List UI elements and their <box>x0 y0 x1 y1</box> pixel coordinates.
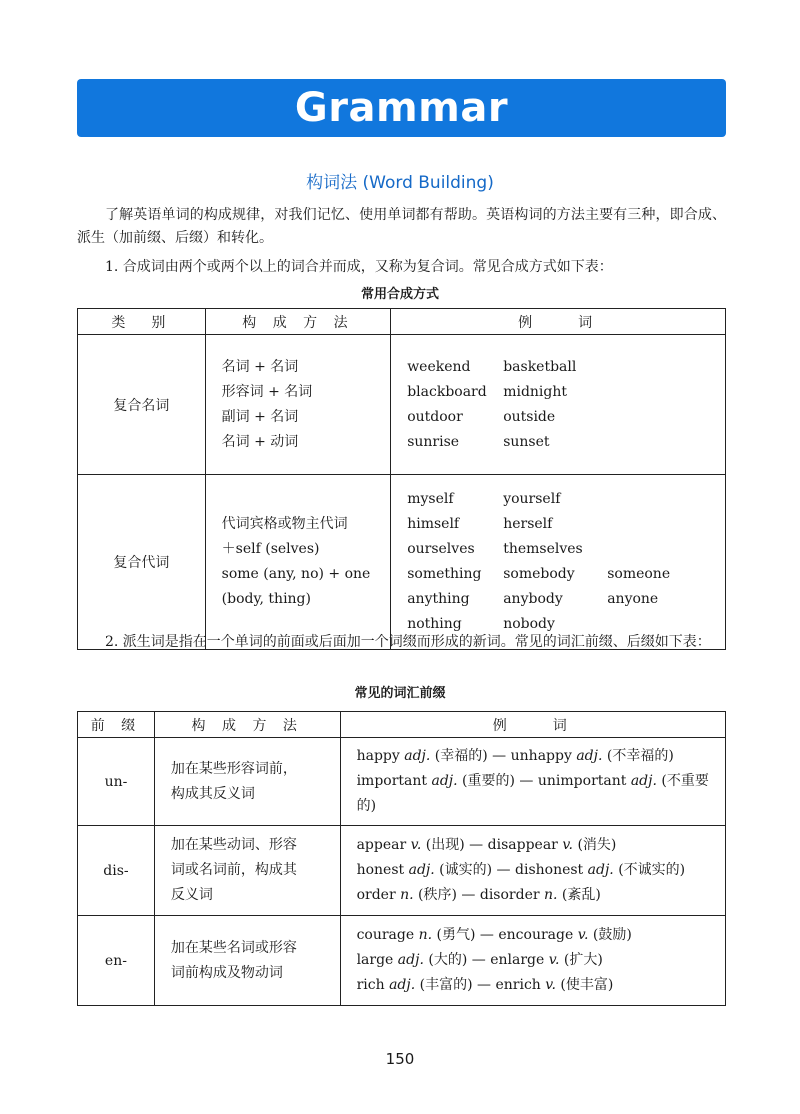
example-word: weekend <box>407 358 471 375</box>
part-of-speech: v. <box>562 837 574 853</box>
header-examples: 例 词 <box>391 309 726 335</box>
example-word: anything <box>407 591 470 607</box>
example-line: appear v. (出现) — disappear v. (消失) <box>356 837 617 853</box>
examples-cell <box>340 738 725 826</box>
method-cell <box>205 475 391 650</box>
example-word: yourself <box>503 491 561 507</box>
part-of-speech: adj. <box>630 773 657 789</box>
example-line: rich adj. (丰富的) — enrich v. (使丰富) <box>356 977 614 993</box>
method-line: 副词 + 名词 <box>221 408 299 425</box>
example-word: themselves <box>503 541 583 557</box>
header-prefix: 前 缀 <box>78 712 155 738</box>
derived-word: disorder <box>479 887 540 903</box>
part-of-speech: v. <box>577 927 589 943</box>
method-line: ＋self (selves) <box>221 541 320 557</box>
meaning: (幸福的) <box>434 748 488 764</box>
examples-cell <box>340 916 725 1006</box>
method-line: 代词宾格或物主代词 <box>221 516 348 532</box>
examples-cell <box>391 475 726 650</box>
derived-word: unimportant <box>537 773 627 789</box>
example-word: honest <box>356 862 405 878</box>
method-line: 加在某些形容词前， <box>170 760 297 777</box>
example-word: outdoor <box>407 408 463 425</box>
part-of-speech: adj. <box>397 952 424 968</box>
example-word: rich <box>356 977 385 993</box>
meaning: (重要的) <box>462 773 515 789</box>
example-line: order n. (秩序) — disorder n. (紊乱) <box>356 887 601 903</box>
header-method: 构 成 方 法 <box>205 309 391 335</box>
meaning: (不诚实的) <box>618 862 686 878</box>
example-word: happy <box>356 748 400 764</box>
table-row <box>78 335 726 475</box>
example-line: happy adj. (幸福的) — unhappy adj. (不幸福的) <box>356 748 674 764</box>
point-1-paragraph: 1. 合成词由两个或两个以上的词合并而成，又称为复合词。常见合成方式如下表： <box>105 259 613 275</box>
banner-title: Grammar <box>294 85 509 131</box>
meaning: (勇气) <box>436 927 476 943</box>
part-of-speech: adj. <box>431 773 458 789</box>
method-line: (body, thing) <box>221 591 311 607</box>
derived-word: enlarge <box>490 952 545 968</box>
example-word: ourselves <box>407 541 475 557</box>
example-word: nobody <box>503 616 555 632</box>
compound-table <box>77 308 726 650</box>
meaning: (诚实的) <box>439 862 493 878</box>
header-category: 类 别 <box>78 309 206 335</box>
meaning: (消失) <box>577 837 617 853</box>
example-word: somebody <box>503 566 575 582</box>
method-cell <box>154 916 340 1006</box>
example-line: courage n. (勇气) — encourage v. (鼓励) <box>356 927 632 943</box>
example-word: anyone <box>607 591 659 607</box>
part-of-speech: n. <box>544 887 558 903</box>
table-row <box>78 916 726 1006</box>
method-line: 词前构成及物动词 <box>170 964 283 981</box>
method-line: 名词 + 名词 <box>221 358 299 375</box>
table-row <box>78 738 726 826</box>
meaning: (出现) <box>425 837 465 853</box>
method-line: 加在某些动词、形容 <box>170 837 297 853</box>
method-line: some (any, no) + one <box>221 566 371 582</box>
example-word: midnight <box>503 383 568 400</box>
method-line: 形容词 + 名词 <box>221 383 313 400</box>
compound-table-header <box>78 309 726 335</box>
example-word: basketball <box>503 358 577 375</box>
method-line: 构成其反义词 <box>170 785 255 802</box>
prefix-cell: un- <box>78 738 155 826</box>
example-word: blackboard <box>407 383 487 400</box>
example-word: anybody <box>503 591 563 607</box>
part-of-speech: adj. <box>389 977 416 993</box>
meaning: (鼓励) <box>592 927 632 943</box>
part-of-speech: v. <box>548 952 560 968</box>
point-2-paragraph: 2. 派生词是指在一个单词的前面或后面加一个词缀而形成的新词。常见的词汇前缀、后缀如下表： <box>105 634 711 650</box>
derived-word: disappear <box>487 837 558 853</box>
example-word: sunset <box>503 433 550 450</box>
example-word: someone <box>607 566 671 582</box>
examples-cell <box>391 335 726 475</box>
derived-word: encourage <box>498 927 574 943</box>
derived-word: enrich <box>495 977 541 993</box>
example-word: outside <box>503 408 556 425</box>
category-cell: 复合名词 <box>78 335 206 475</box>
part-of-speech: n. <box>418 927 433 943</box>
page-number: 150 <box>385 1050 415 1068</box>
meaning: (扩大) <box>563 952 603 968</box>
intro-paragraph: 了解英语单词的构成规律，对我们记忆、使用单词都有帮助。英语构词的方法主要有三种，即合成、派生（加前缀、后缀）和转化。 <box>77 207 726 246</box>
example-word: myself <box>407 491 454 507</box>
example-line: important adj. (重要的) — unimportant adj. (不重要的) <box>356 773 709 814</box>
method-cell <box>154 738 340 826</box>
method-line: 加在某些名词或形容 <box>170 939 297 956</box>
example-word: courage <box>356 927 415 943</box>
table1-caption: 常用合成方式 <box>360 287 439 302</box>
method-line: 名词 + 动词 <box>221 433 299 450</box>
prefix-table <box>77 711 726 1006</box>
prefix-cell: en- <box>78 916 155 1006</box>
header-method: 构 成 方 法 <box>154 712 340 738</box>
grammar-banner <box>77 79 726 137</box>
part-of-speech: adj. <box>408 862 435 878</box>
example-word: appear <box>356 837 407 853</box>
example-word: nothing <box>407 616 462 632</box>
derived-word: dishonest <box>515 862 584 878</box>
category-cell: 复合代词 <box>78 475 206 650</box>
example-word: order <box>356 887 396 903</box>
derived-word: unhappy <box>510 748 572 764</box>
meaning: (紊乱) <box>561 887 601 903</box>
meaning: (大的) <box>428 952 468 968</box>
part-of-speech: adj. <box>404 748 431 764</box>
example-word: something <box>407 566 482 582</box>
example-word: large <box>356 952 394 968</box>
example-word: sunrise <box>407 433 460 450</box>
method-cell <box>154 826 340 916</box>
example-line: large adj. (大的) — enlarge v. (扩大) <box>356 952 603 968</box>
part-of-speech: n. <box>400 887 414 903</box>
table-row <box>78 475 726 650</box>
table-row <box>78 826 726 916</box>
example-word: herself <box>503 516 553 532</box>
method-line: 反义词 <box>170 887 213 903</box>
example-line: honest adj. (诚实的) — dishonest adj. (不诚实的) <box>356 862 686 878</box>
meaning: (使丰富) <box>560 977 614 993</box>
table2-caption: 常见的词汇前缀 <box>354 686 446 701</box>
example-word: himself <box>407 516 460 532</box>
method-cell <box>205 335 391 475</box>
part-of-speech: adj. <box>576 748 603 764</box>
examples-cell <box>340 826 725 916</box>
part-of-speech: v. <box>410 837 422 853</box>
meaning: (秩序) <box>418 887 457 903</box>
method-line: 词或名词前，构成其 <box>170 862 297 878</box>
meaning: (不重要的) <box>356 773 709 814</box>
prefix-table-header <box>78 712 726 738</box>
section-title: 构词法 (Word Building) <box>306 173 494 193</box>
part-of-speech: adj. <box>587 862 614 878</box>
part-of-speech: v. <box>545 977 556 993</box>
prefix-cell: dis- <box>78 826 155 916</box>
example-word: important <box>356 773 428 789</box>
meaning: (不幸福的) <box>606 748 674 764</box>
header-examples: 例 词 <box>340 712 725 738</box>
meaning: (丰富的) <box>419 977 473 993</box>
